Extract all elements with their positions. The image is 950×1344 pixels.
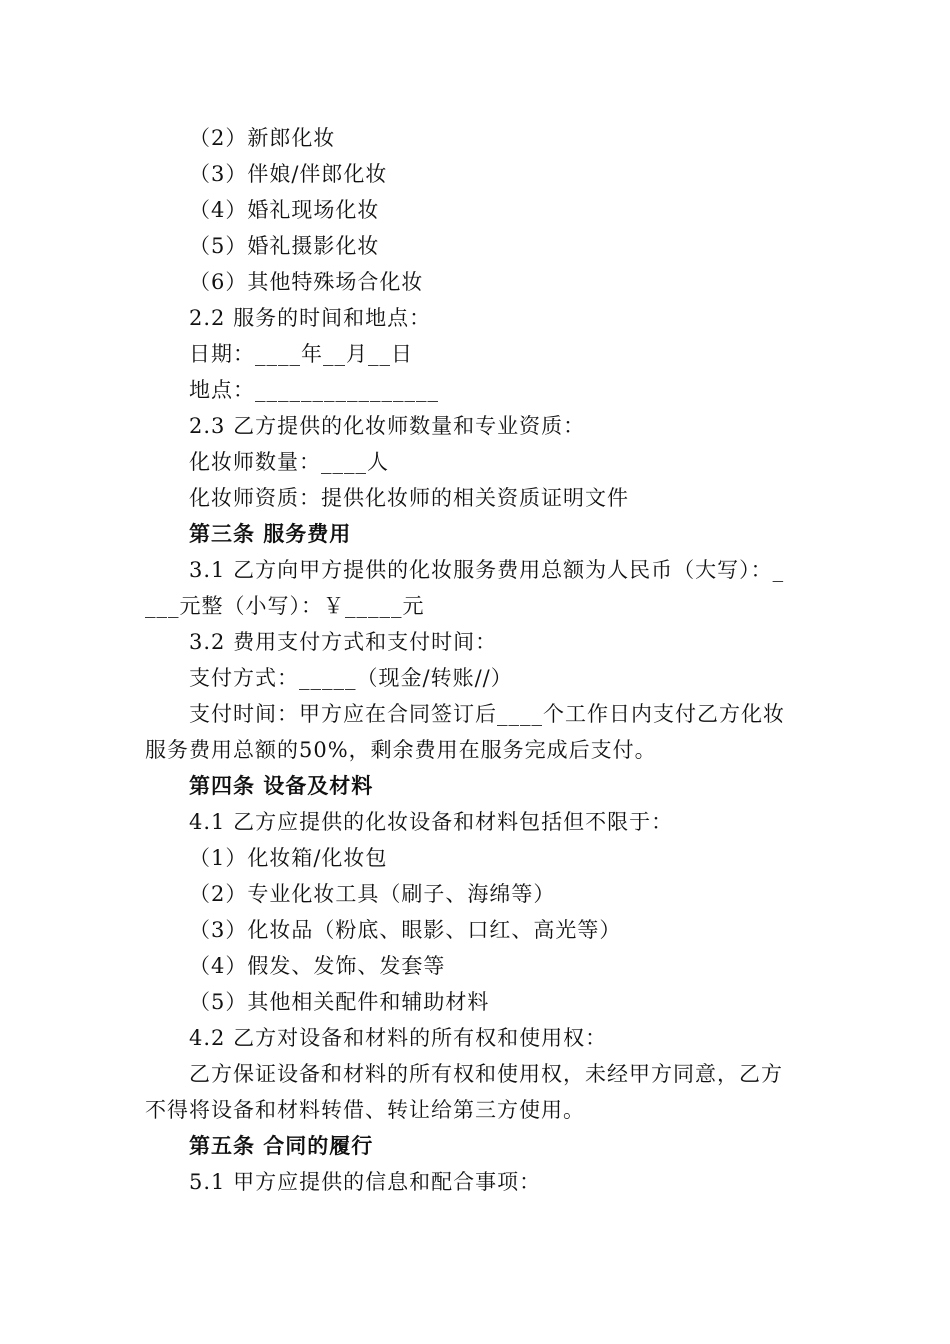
list-item-cosmetics: （3）化妆品（粉底、眼影、口红、高光等） [189,918,622,942]
clause-3-1-text: 3.1 乙方向甲方提供的化妆服务费用总额为人民币（大写）：_ [189,558,785,582]
list-item-bridesmaid-makeup: （3）伴娘/伴郎化妆 [189,162,388,186]
clause-4-2-heading: 4.2 乙方对设备和材料的所有权和使用权： [189,1026,608,1050]
clause-4-1-heading: 4.1 乙方应提供的化妆设备和材料包括但不限于： [189,810,674,834]
service-location-line: 地点：________________ [189,378,439,402]
clause-4-2-text: 乙方保证设备和材料的所有权和使用权，未经甲方同意，乙方 [189,1062,783,1086]
list-item-makeup-case: （1）化妆箱/化妆包 [189,846,388,870]
clause-2-3-heading: 2.3 乙方提供的化妆师数量和专业资质： [189,414,586,438]
article-4-heading: 第四条 设备及材料 [189,773,374,798]
list-item-photo-makeup: （5）婚礼摄影化妆 [189,234,380,258]
list-item-venue-makeup: （4）婚礼现场化妆 [189,198,380,222]
payment-time-line-cont: 服务费用总额的50%，剩余费用在服务完成后支付。 [145,738,657,762]
clause-5-1-heading: 5.1 甲方应提供的信息和配合事项： [189,1170,542,1194]
payment-method-line: 支付方式：_____（现金/转账//） [189,666,513,690]
list-item-accessories: （5）其他相关配件和辅助材料 [189,990,490,1014]
list-item-makeup-tools: （2）专业化妆工具（刷子、海绵等） [189,882,556,906]
list-item-groom-makeup: （2）新郎化妆 [189,126,336,150]
service-date-line: 日期：____年__月__日 [189,342,413,366]
payment-time-line: 支付时间：甲方应在合同签订后____个工作日内支付乙方化妆 [189,702,785,726]
clause-4-2-text-cont: 不得将设备和材料转借、转让给第三方使用。 [145,1098,585,1122]
clause-2-2-heading: 2.2 服务的时间和地点： [189,306,432,330]
clause-3-2-heading: 3.2 费用支付方式和支付时间： [189,630,498,654]
list-item-wigs: （4）假发、发饰、发套等 [189,954,446,978]
makeup-artist-qualification-line: 化妆师资质：提供化妆师的相关资质证明文件 [189,486,629,510]
makeup-artist-count-line: 化妆师数量：____人 [189,450,389,474]
clause-3-1-text-cont: ___元整（小写）：￥_____元 [145,594,425,618]
list-item-special-makeup: （6）其他特殊场合化妆 [189,270,424,294]
article-3-heading: 第三条 服务费用 [189,521,352,546]
article-5-heading: 第五条 合同的履行 [189,1133,374,1158]
